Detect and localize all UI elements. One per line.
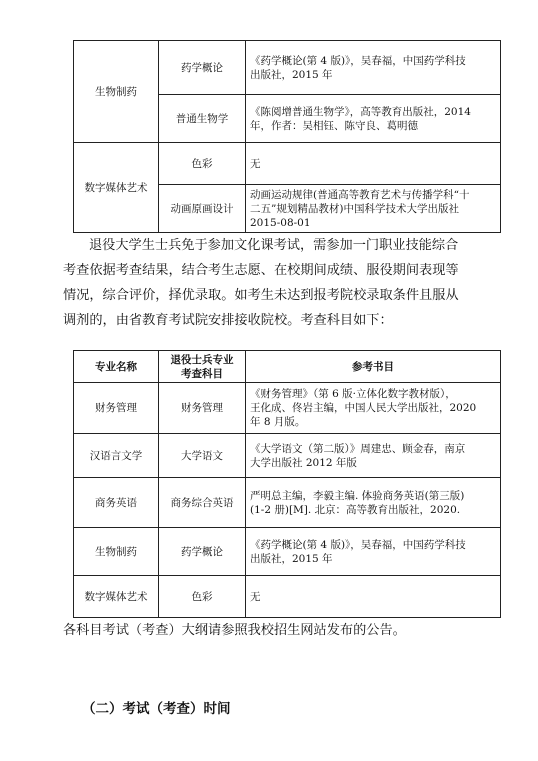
- table-row: [74, 528, 501, 576]
- subject-cell: 大学语文: [159, 434, 246, 478]
- major-cell: 商务英语: [74, 478, 159, 528]
- reference-cell: 《大学语文（第二版）》周建忠、顾金春，南京 大学出版社 2012 年版: [246, 434, 501, 478]
- header-reference: 参考书目: [246, 351, 501, 383]
- major-cell: 财务管理: [74, 383, 159, 434]
- subject-cell: 色彩: [159, 576, 246, 618]
- reference-cell: 《药学概论(第 4 版)》，吴春福，中国药学科技 出版社，2015 年: [246, 528, 501, 576]
- major-cell: 数字媒体艺术: [74, 576, 159, 618]
- major-cell: 生物制药: [74, 528, 159, 576]
- reference-cell: 严明总主编，李毅主编. 体验商务英语(第三版) (1-2 册)[M]. 北京：高等教育出版社，2020.: [246, 478, 501, 528]
- section-heading: （二）考试（考查）时间: [82, 701, 231, 717]
- table-row: [74, 576, 501, 618]
- major-cell: 汉语言文学: [74, 434, 159, 478]
- table-row: [74, 41, 501, 95]
- admission-paragraph: 退役大学生士兵免于参加文化课考试，需参加一门职业技能综合 考查依据考查结果，结合考生志愿、在校期间成绩、服役期间表现等 情况，综合评价，择优录取。如考生未达到报考院校录取条件且服从 调剂的，由省教育考试院安排接收院校。考查科目如下：: [63, 238, 459, 328]
- subject-cell: 商务综合英语: [159, 478, 246, 528]
- reference-cell: 动画运动规律(普通高等教育艺术与传播学科“十 二五”规划精品教材)中国科学技术大学出版社 2015-08-01: [246, 185, 501, 233]
- major-cell: 数字媒体艺术: [74, 143, 159, 233]
- header-major: 专业名称: [74, 351, 159, 383]
- reference-table-continued: [73, 40, 501, 233]
- course-cell: 动画原画设计: [159, 185, 246, 233]
- reference-cell: 无: [246, 143, 501, 185]
- exam-subject-table: [73, 350, 501, 618]
- course-cell: 色彩: [159, 143, 246, 185]
- table-row: [74, 478, 501, 528]
- subject-cell: 财务管理: [159, 383, 246, 434]
- reference-cell: 无: [246, 576, 501, 618]
- syllabus-note: 各科目考试（考查）大纲请参照我校招生网站发布的公告。: [63, 623, 406, 638]
- table-header-row: [74, 351, 501, 383]
- course-cell: 普通生物学: [159, 95, 246, 143]
- table-row: [74, 434, 501, 478]
- subject-cell: 药学概论: [159, 528, 246, 576]
- table-row: [74, 383, 501, 434]
- header-subject: 退役士兵专业 考查科目: [159, 351, 246, 383]
- reference-cell: 《陈阅增普通生物学》，高等教育出版社，2014 年，作者：吴相钰、陈守良、葛明德: [246, 95, 501, 143]
- major-cell: 生物制药: [74, 41, 159, 143]
- course-cell: 药学概论: [159, 41, 246, 95]
- table-row: [74, 143, 501, 185]
- reference-cell: 《药学概论(第 4 版)》，吴春福，中国药学科技 出版社，2015 年: [246, 41, 501, 95]
- reference-cell: 《财务管理》（第 6 版·立体化数字教材版）， 王化成、佟岩主编，中国人民大学出版社，2020 年 8 月版。: [246, 383, 501, 434]
